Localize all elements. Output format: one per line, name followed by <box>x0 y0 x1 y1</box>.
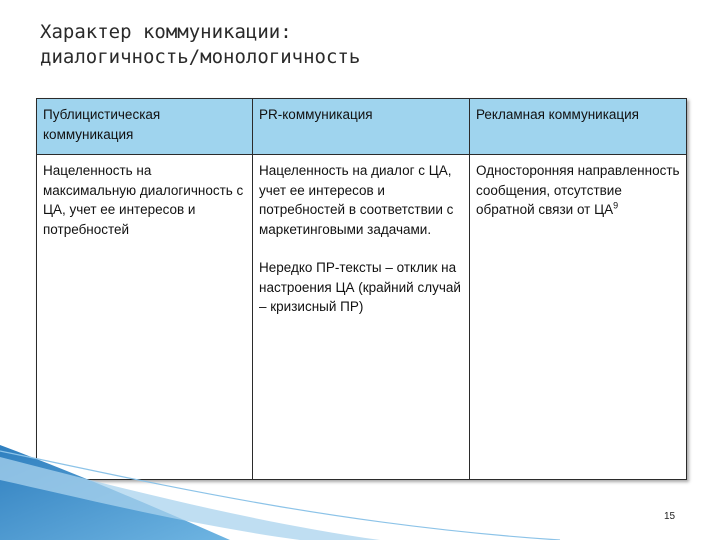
table-header-row <box>37 99 687 155</box>
cell-advertising <box>470 155 687 480</box>
table-row <box>37 155 687 480</box>
footnote-marker: 9 <box>613 200 619 211</box>
slide-title-line-2: диалогичность/монологичность <box>40 46 361 68</box>
comparison-table <box>36 98 687 480</box>
cell-publicistic <box>37 155 253 480</box>
cell-advertising-text: Односторонняя направленность сообщения, отсутствие обратной связи от ЦА <box>476 163 680 217</box>
header-cell-publicistic <box>37 99 253 155</box>
cell-pr <box>253 155 470 480</box>
page-number: 15 <box>664 511 676 522</box>
header-cell-advertising <box>470 99 687 155</box>
cell-pr-text-1: Нацеленность на диалог с ЦА, учет ее интересов и потребностей в соответствии с маркетинговыми задачами. <box>259 163 454 237</box>
header-cell-pr <box>253 99 470 155</box>
cell-advertising-text-wrapper <box>476 161 680 220</box>
bottom-left-wave-decoration <box>0 445 720 540</box>
cell-pr-gap <box>259 239 463 258</box>
header-label-advertising: Рекламная коммуникация <box>476 107 639 122</box>
header-label-pr: PR-коммуникация <box>259 107 373 122</box>
slide-title <box>40 20 640 70</box>
cell-publicistic-text: Нацеленность на максимальную диалогичность с ЦА, учет ее интересов и потребностей <box>43 163 244 237</box>
header-label-publicistic: Публицистическая коммуникация <box>43 107 161 142</box>
cell-pr-text-2: Нередко ПР-тексты – отклик на настроения ЦА (крайний случай – кризисный ПР) <box>259 260 461 314</box>
slide-title-line-1: Характер коммуникации: <box>40 21 292 43</box>
